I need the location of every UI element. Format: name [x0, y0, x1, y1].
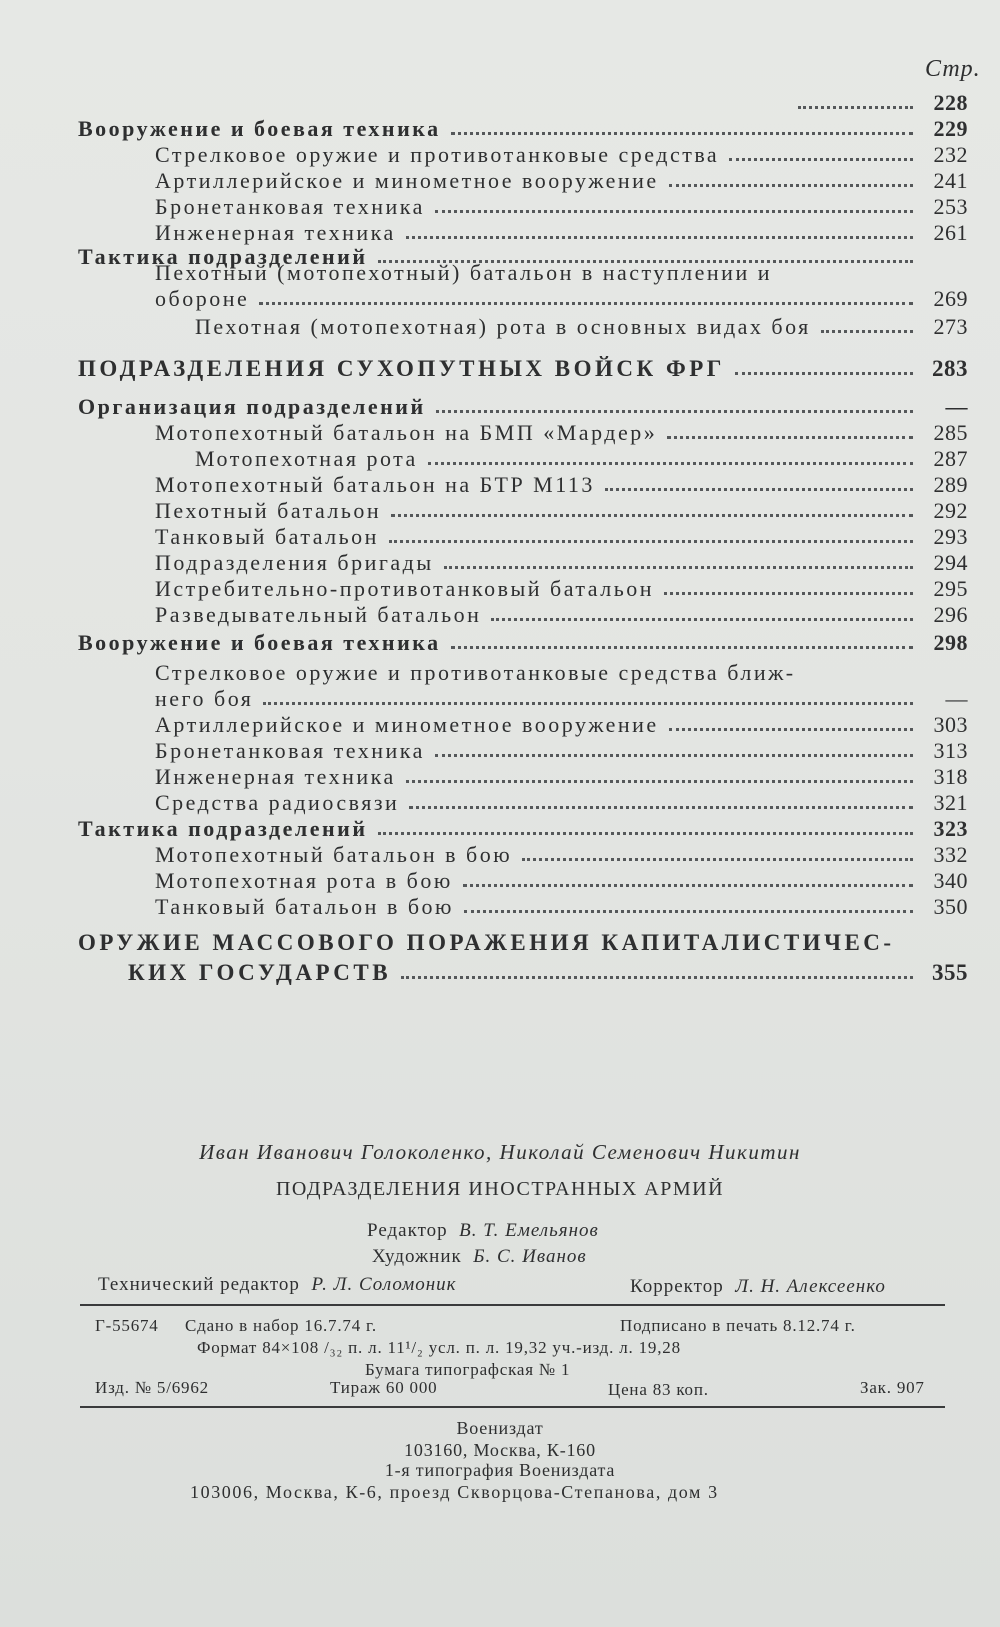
- toc-entry: [78, 86, 968, 114]
- toc-entry-text: Танковый батальон в бою: [155, 894, 454, 919]
- tech-editor-label: Технический редактор: [98, 1274, 300, 1295]
- toc-entry: [78, 812, 968, 840]
- toc-page-number: 287: [933, 446, 968, 471]
- publisher-address: 103160, Москва, К-160: [404, 1440, 596, 1460]
- publisher: Воениздат: [456, 1418, 544, 1438]
- order-number: Зак. 907: [860, 1378, 925, 1397]
- toc-page-number: 298: [933, 630, 968, 655]
- divider-bottom: [80, 1406, 945, 1408]
- printer-address: 103006, Москва, К-6, проезд Скворцова-Степанова, дом 3: [190, 1482, 719, 1502]
- dot-leader: [664, 592, 913, 595]
- dot-leader: [451, 132, 913, 135]
- page-column-label: Стр.: [925, 56, 981, 82]
- toc-entry: [155, 546, 968, 574]
- toc-entry: [78, 390, 968, 418]
- dot-leader: [409, 806, 913, 809]
- section-heading-wmd: [128, 956, 968, 984]
- dot-leader: [735, 372, 913, 375]
- editor-label: Редактор: [367, 1220, 448, 1241]
- dot-leader: [669, 184, 913, 187]
- toc-entry-text: Вооружение и боевая техника: [78, 116, 441, 141]
- toc-entry: [155, 416, 968, 444]
- toc-page-number: 269: [933, 286, 968, 311]
- toc-entry: [78, 112, 968, 140]
- corrector-name: Л. Н. Алексеенко: [735, 1276, 886, 1297]
- toc-entry-text: Средства радиосвязи: [155, 790, 400, 815]
- dot-leader: [522, 858, 913, 861]
- toc-page-number: 323: [933, 816, 968, 841]
- toc-entry-text: Стрелковое оружие и противотанковые средства: [155, 142, 720, 167]
- editor-name: В. Т. Емельянов: [459, 1220, 599, 1241]
- toc-page-number: 253: [933, 194, 968, 219]
- price: Цена 83 коп.: [608, 1380, 709, 1399]
- dot-leader: [463, 884, 913, 887]
- toc-entry-text: Мотопехотный батальон в бою: [155, 842, 513, 867]
- authors-line: Иван Иванович Голоколенко, Николай Семенович Никитин: [199, 1140, 801, 1164]
- toc-entry-small-arms-line1: Стрелковое оружие и противотанковые средства ближ-: [155, 660, 796, 685]
- divider-top: [80, 1304, 945, 1306]
- section-title: ПОДРАЗДЕЛЕНИЯ СУХОПУТНЫХ ВОЙСК ФРГ: [78, 356, 725, 381]
- toc-entry-text: Организация подразделений: [78, 394, 426, 419]
- toc-entry: [155, 864, 968, 892]
- dot-leader: [464, 910, 913, 913]
- dot-leader: [406, 236, 913, 239]
- toc-page-number: 355: [932, 960, 968, 985]
- tech-editor-line: [98, 1274, 457, 1296]
- toc-entry-small-arms: [155, 682, 968, 710]
- section-title: КИХ ГОСУДАРСТВ: [128, 960, 392, 985]
- imprint-block: [0, 1140, 1000, 1560]
- toc-entry-infantry: [155, 282, 968, 310]
- toc-entry-text: Мотопехотный батальон на БМП «Мардер»: [155, 420, 658, 445]
- toc-page-number: 293: [933, 524, 968, 549]
- toc-entry-text: Танковый батальон: [155, 524, 379, 549]
- toc-page-number: 350: [933, 894, 968, 919]
- toc-entry-text: Тактика подразделений: [78, 244, 368, 269]
- toc-entry-infantry-line1: Пехотный (мотопехотный) батальон в наступлении и: [155, 260, 772, 285]
- dot-leader: [259, 302, 913, 305]
- toc-entry-text: обороне: [155, 286, 250, 311]
- toc-page-number: 232: [933, 142, 968, 167]
- dot-leader: [444, 566, 913, 569]
- dot-leader: [451, 646, 913, 649]
- toc-entry: [155, 786, 968, 814]
- toc-entry-rota: [195, 310, 968, 338]
- toc-entry: [155, 164, 968, 192]
- toc-page-number: 241: [933, 168, 968, 193]
- section-heading-wmd-line1: ОРУЖИЕ МАССОВОГО ПОРАЖЕНИЯ КАПИТАЛИСТИЧЕС-: [78, 930, 895, 955]
- toc-entry-text: Вооружение и боевая техника: [78, 630, 441, 655]
- toc-entry-text: Артиллерийское и минометное вооружение: [155, 168, 659, 193]
- dot-leader: [435, 210, 913, 213]
- toc-page-number: 292: [933, 498, 968, 523]
- dot-leader: [406, 780, 913, 783]
- toc-entry-text: него боя: [155, 686, 254, 711]
- toc-entry-text: Мотопехотный батальон на БТР М113: [155, 472, 595, 497]
- dot-leader: [821, 330, 913, 333]
- toc-entry-text: Пехотный батальон: [155, 498, 382, 523]
- edition-number: Изд. № 5/6962: [95, 1378, 209, 1397]
- toc-page-number: 285: [933, 420, 968, 445]
- toc-entry-text: Тактика подразделений: [78, 816, 368, 841]
- toc-entry: [155, 708, 968, 736]
- dot-leader: [378, 832, 913, 835]
- toc-page-number: 229: [933, 116, 968, 141]
- editor-line: [367, 1220, 599, 1242]
- corrector-line: [630, 1276, 886, 1298]
- paper-line: Бумага типографская № 1: [365, 1360, 571, 1379]
- toc-page-number: 313: [933, 738, 968, 763]
- toc-entry: [155, 520, 968, 548]
- toc-entry-text: Подразделения бригады: [155, 550, 434, 575]
- toc-page-number: —: [945, 686, 968, 711]
- dot-leader: [389, 540, 913, 543]
- toc-entry: [155, 890, 968, 918]
- print-run: Тираж 60 000: [330, 1378, 438, 1397]
- toc-entry-text: Разведывательный батальон: [155, 602, 482, 627]
- artist-name: Б. С. Иванов: [473, 1246, 587, 1267]
- dot-leader: [263, 702, 913, 705]
- dot-leader: [667, 436, 913, 439]
- toc-page-number: 273: [933, 314, 968, 339]
- typeset-date: Сдано в набор 16.7.74 г.: [185, 1316, 377, 1335]
- artist-line: [372, 1246, 587, 1268]
- toc-page-number: 283: [932, 356, 968, 381]
- toc-page-number: 228: [933, 90, 968, 115]
- toc-entry: [195, 442, 968, 470]
- printer: 1-я типография Воениздата: [384, 1460, 616, 1480]
- toc-entry: [155, 838, 968, 866]
- toc-page-number: —: [945, 394, 968, 419]
- toc-page-number: 303: [933, 712, 968, 737]
- toc-entry: [155, 468, 968, 496]
- dot-leader: [435, 754, 913, 757]
- toc-entry-text: Инженерная техника: [155, 764, 396, 789]
- toc-entry-text: Мотопехотная рота в бою: [155, 868, 453, 893]
- toc-page-number: 261: [933, 220, 968, 245]
- toc-entry: [155, 598, 968, 626]
- dot-leader: [605, 488, 913, 491]
- dot-leader: [391, 514, 913, 517]
- toc-page-number: 321: [933, 790, 968, 815]
- toc-page-number: 318: [933, 764, 968, 789]
- toc-entry: [155, 190, 968, 218]
- artist-label: Художник: [372, 1246, 462, 1267]
- toc-entry: [155, 494, 968, 522]
- order-code: Г-55674: [95, 1316, 159, 1335]
- dot-leader: [798, 106, 913, 109]
- toc-entry: [155, 572, 968, 600]
- toc-entry: [155, 138, 968, 166]
- dot-leader: [729, 158, 913, 161]
- dot-leader: [428, 462, 913, 465]
- toc-page-number: 332: [933, 842, 968, 867]
- tech-editor-name: Р. Л. Соломоник: [311, 1274, 457, 1295]
- toc-page-number: 340: [933, 868, 968, 893]
- toc-entry: [78, 626, 968, 654]
- toc-entry-text: Пехотная (мотопехотная) рота в основных видах боя: [195, 314, 811, 339]
- toc-page-number: 289: [933, 472, 968, 497]
- dot-leader: [491, 618, 913, 621]
- corrector-label: Корректор: [630, 1276, 724, 1297]
- toc-entry-text: Бронетанковая техника: [155, 738, 425, 763]
- dot-leader: [401, 976, 913, 979]
- dot-leader: [669, 728, 913, 731]
- toc-entry-text: Мотопехотная рота: [195, 446, 418, 471]
- format-line: Формат 84×108 /₃₂ п. л. 11¹/₂ усл. п. л. 19,32 уч.-изд. л. 19,28: [197, 1338, 681, 1357]
- toc-entry-text: Истребительно-противотанковый батальон: [155, 576, 655, 601]
- toc-entry: [155, 734, 968, 762]
- book-title: ПОДРАЗДЕЛЕНИЯ ИНОСТРАННЫХ АРМИЙ: [275, 1178, 725, 1200]
- toc-page-number: 294: [933, 550, 968, 575]
- section-heading-frg: [78, 352, 968, 380]
- dot-leader: [436, 410, 913, 413]
- toc-page-number: 295: [933, 576, 968, 601]
- signed-date: Подписано в печать 8.12.74 г.: [620, 1316, 856, 1335]
- toc-page-number: 296: [933, 602, 968, 627]
- toc-entry: [155, 760, 968, 788]
- toc-entry-text: Инженерная техника: [155, 220, 396, 245]
- toc-entry-text: Артиллерийское и минометное вооружение: [155, 712, 659, 737]
- toc-entry-text: Бронетанковая техника: [155, 194, 425, 219]
